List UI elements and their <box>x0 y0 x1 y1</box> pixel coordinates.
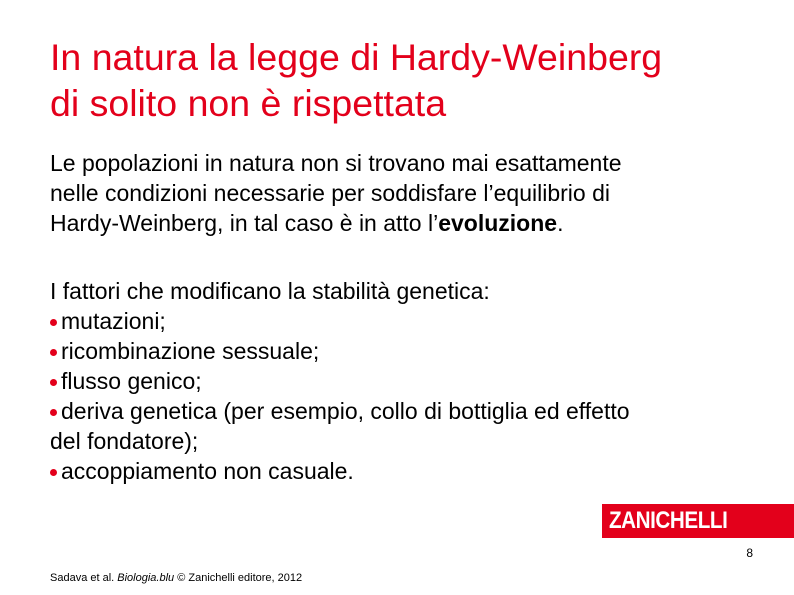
bullet-icon <box>50 409 57 416</box>
list-item <box>50 306 780 336</box>
slide-title-line-2: di solito non è rispettata <box>50 82 447 124</box>
factors-section <box>50 276 780 486</box>
list-item <box>50 456 780 486</box>
intro-paragraph <box>50 148 780 238</box>
list-item <box>50 336 780 366</box>
footer-credit <box>50 571 302 585</box>
bullet-icon <box>50 379 57 386</box>
slide-title <box>50 34 790 126</box>
intro-line-3-end: . <box>557 210 564 236</box>
credit-authors: Sadava et al. <box>50 572 118 584</box>
bullet-icon <box>50 349 57 356</box>
intro-line-1: Le popolazioni in natura non si trovano mai esattamente <box>50 150 622 176</box>
zanichelli-logo <box>602 504 794 538</box>
page-number: 8 <box>746 546 753 560</box>
credit-publisher: © Zanichelli editore, 2012 <box>174 572 303 584</box>
factors-lead: I fattori che modificano la stabilità genetica: <box>50 278 490 304</box>
keyword-evoluzione: evoluzione <box>438 210 558 236</box>
intro-line-3 <box>50 208 780 238</box>
list-item-text: mutazioni; <box>61 308 166 334</box>
list-item-text: accoppiamento non casuale. <box>61 458 354 484</box>
factors-list <box>50 306 780 486</box>
intro-line-2: nelle condizioni necessarie per soddisfare l’equilibrio di <box>50 180 610 206</box>
list-item-text: flusso genico; <box>61 368 202 394</box>
list-item-text: deriva genetica (per esempio, collo di bottiglia ed effetto <box>61 398 630 424</box>
bullet-icon <box>50 469 57 476</box>
intro-line-3-text: Hardy-Weinberg, in tal caso è in atto l’ <box>50 210 439 236</box>
logo-text: ZANICHELLI <box>609 507 728 534</box>
slide-title-line-1: In natura la legge di Hardy-Weinberg <box>50 36 663 78</box>
list-item-text: ricombinazione sessuale; <box>61 338 320 364</box>
list-item <box>50 396 780 456</box>
bullet-icon <box>50 319 57 326</box>
credit-book-title: Biologia.blu <box>117 572 175 584</box>
list-item-continuation: del fondatore); <box>50 428 199 454</box>
list-item <box>50 366 780 396</box>
